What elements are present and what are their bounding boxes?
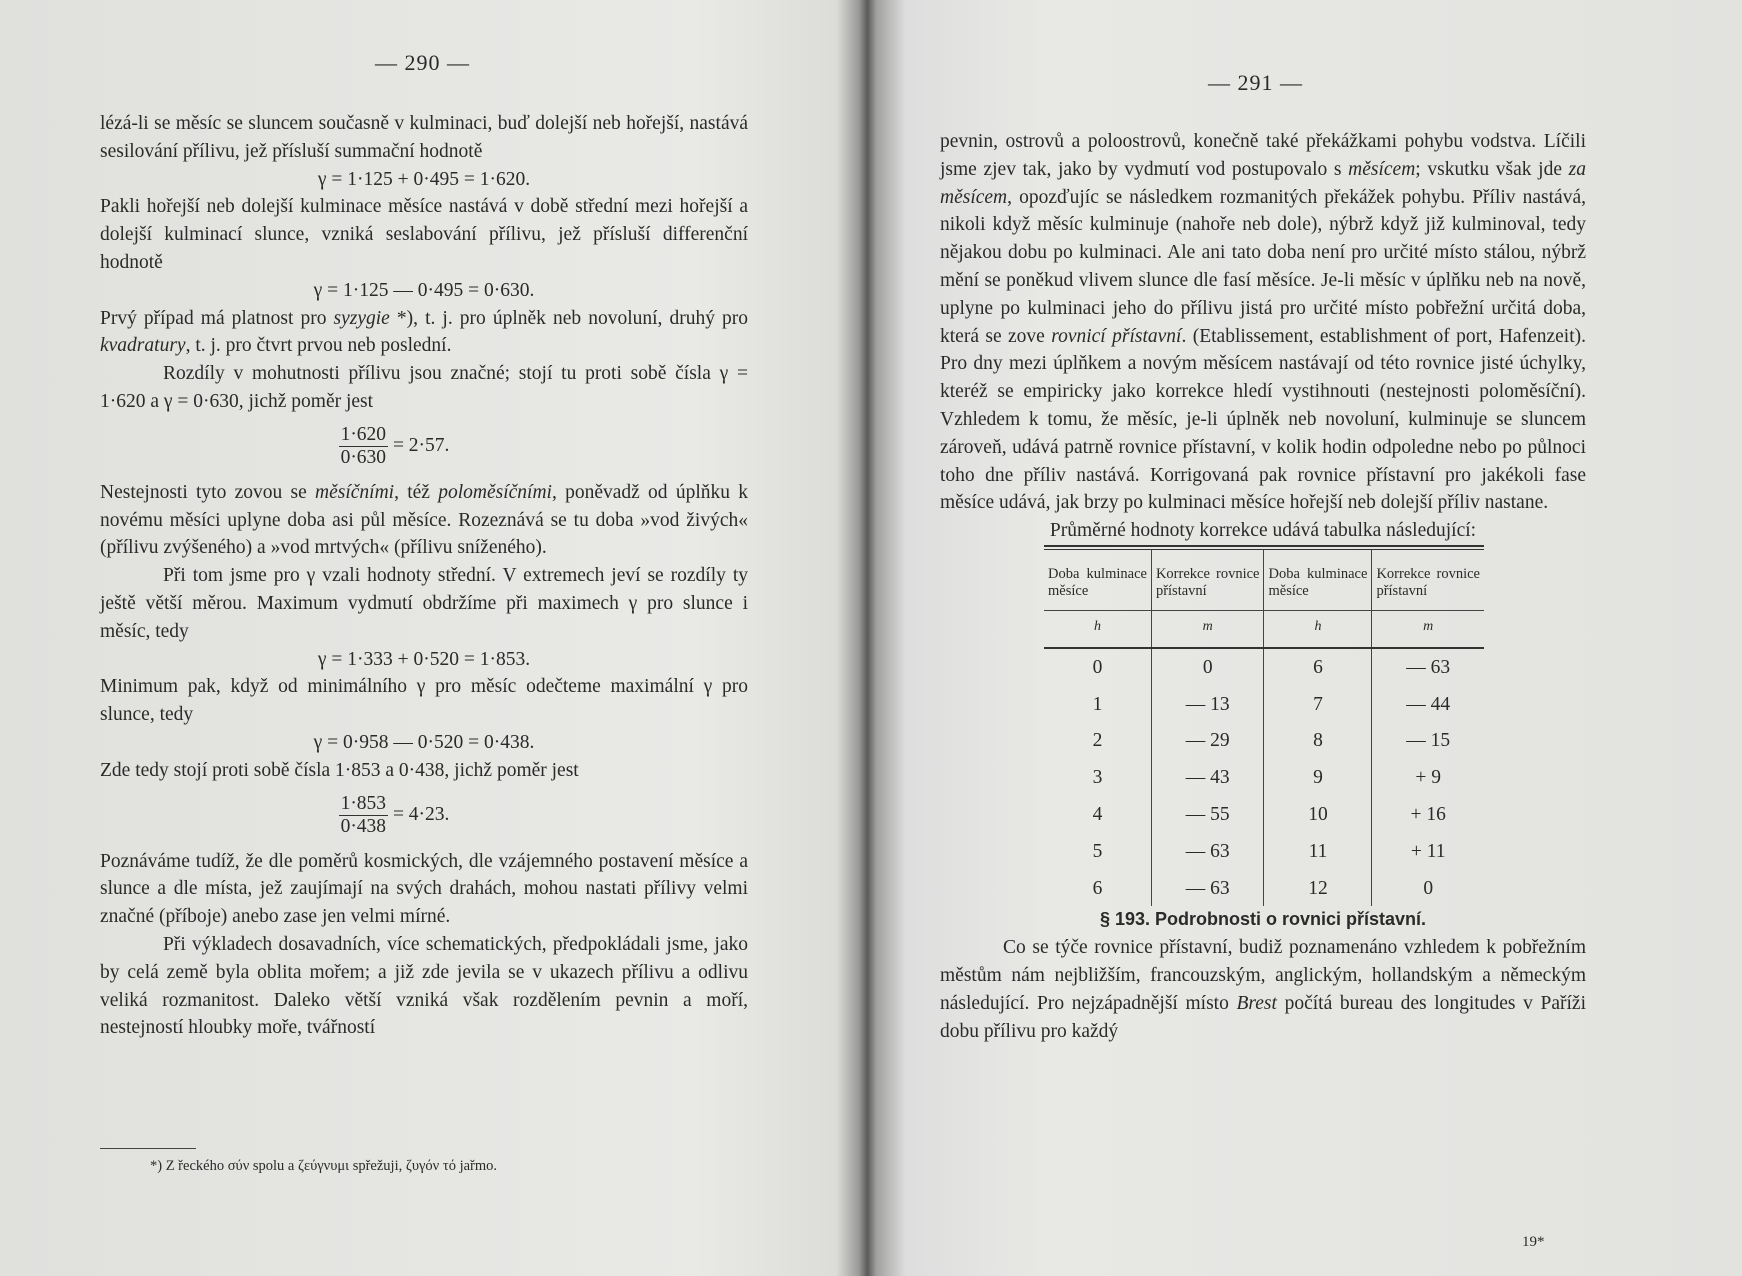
table-cell: — 55	[1151, 796, 1264, 833]
table-row	[1044, 833, 1484, 870]
footnote: *) Z řeckého σύν spolu a ζεύγνυμι spřežuji, ζυγόν τό jařmo.	[150, 1158, 498, 1174]
column-header: Doba kulminace měsíce	[1048, 565, 1147, 599]
column-header: Korrekce rovnice přístavní	[1372, 550, 1484, 611]
table-cell: 10	[1264, 796, 1372, 833]
text-run: Co se týče rovnice přístavní, budiž poznamenáno vzhledem k pobřežním městům nám nejbližším, francouzským, anglickým, hollandským a německým následující. Pro nejzápadnější místo	[940, 937, 1586, 1014]
equation: γ = 1·125 + 0·495 = 1·620.	[317, 168, 531, 190]
text-run: , též	[394, 481, 439, 503]
table-cell: 8	[1264, 722, 1372, 759]
table-cell: 4	[1092, 803, 1103, 825]
table-cell: — 29	[1151, 722, 1264, 759]
paragraph: Rozdíly v mohutnosti přílivu jsou značné; stojí tu proti sobě čísla γ = 1·620 a γ = 0·630, jichž poměr jest	[100, 363, 748, 412]
unit-cell: h	[1044, 610, 1151, 647]
text-run: pevnin, ostrovů a poloostrovů, konečně také překážkami pohybu vodstva. Líčili jsme zjev tak, jako by vydmutí vod postupovalo s	[940, 131, 1586, 180]
text-run: . (Etablissement, establishment of port, Hafenzeit). Pro dny mezi úplňkem a novým měsícem nastávají od této rovnice jisté úchylky, kteréž se empiricky jako korrekce hledí vystihnouti (nestejnosti poloměsíční). Vzhledem k tomu, že měsíc, je-li úplněk neb novoluní, kulminuje se sluncem zároveň, udává patrně rovnice přístavní, v kolik hodin odpoledne nebo po půlnoci toho dne příliv nastává. Korrigovaná pak rovnice přístavní pro jakékoli fase měsíce udává, jak brzy po kulminaci měsíce hořejší neb dolejší příliv nastane.	[940, 325, 1586, 514]
term-rovnice-pristavni: rovnicí přístavní	[1051, 325, 1182, 347]
table-cell: — 63	[1151, 870, 1264, 907]
table-cell: + 9	[1372, 759, 1484, 796]
denominator: 0·438	[340, 815, 387, 837]
table-header-row	[1044, 550, 1484, 611]
equation: γ = 1·125 — 0·495 = 0·630.	[313, 279, 535, 301]
paragraph	[100, 479, 748, 562]
table-cell: 0	[1151, 648, 1264, 686]
table-row	[1044, 722, 1484, 759]
paragraph	[940, 934, 1586, 1045]
table-cell: 12	[1264, 870, 1372, 907]
paragraph: Při výkladech dosavadních, více schematických, předpokládali jsme, jako by celá země byla oblita mořem; a již zde jevila se v ukazech přílivu a odlivu veliká rozmanitost. Daleko větší vzniká však rozdělením pevnin a moří, nestejností hloubky moře, tvářností	[100, 933, 748, 1039]
table-caption: Průměrné hodnoty korrekce udává tabulka následující:	[1049, 520, 1477, 542]
equation: γ = 1·333 + 0·520 = 1·853.	[317, 648, 531, 670]
column-header: Doba kulminace měsíce	[1264, 550, 1372, 611]
table-cell: 6	[1092, 877, 1103, 899]
term-syzygie: syzygie	[333, 307, 390, 329]
unit-cell: m	[1372, 610, 1484, 647]
table-cell: 9	[1264, 759, 1372, 796]
table-cell: — 13	[1151, 686, 1264, 723]
table-cell: + 11	[1372, 833, 1484, 870]
section-heading: § 193. Podrobnosti o rovnici přístavní.	[1099, 909, 1427, 930]
fraction-result: = 4·23.	[392, 803, 450, 825]
term-polomesicnimi: poloměsíčními	[438, 481, 552, 503]
fraction-equation	[40, 424, 748, 469]
table-top-rule	[1044, 545, 1484, 547]
numerator: 1·853	[340, 792, 387, 814]
text-run: počítá bureau des longitudes v Paříži dobu přílivu pro každý	[940, 992, 1586, 1042]
paragraph: lézá-li se měsíc se sluncem současně v kulminaci, buď dolejší neb hořejší, nastává sesilování přílivu, jež přísluší summační hodnotě	[100, 113, 748, 162]
table-cell: 6	[1264, 648, 1372, 686]
term-mesicem: měsícem	[1348, 158, 1416, 180]
numerator: 1·620	[340, 423, 387, 445]
table-cell: 11	[1264, 833, 1372, 870]
unit-cell: h	[1264, 610, 1372, 647]
paragraph: Minimum pak, když od minimálního γ pro měsíc odečteme maximální γ pro slunce, tedy	[100, 676, 748, 726]
fraction	[339, 424, 389, 469]
right-page	[862, 0, 1742, 1276]
equation: γ = 0·958 — 0·520 = 0·438.	[313, 731, 535, 753]
table-row	[1044, 648, 1484, 686]
text-run: , opozďujíc se následkem rozmanitých překážek pohybu. Příliv nastává, nikoli když měsíc kulminuje (nahoře neb dole), nýbrž když již kulminoval, tedy nějakou dobu po kulminaci. Ale ani tato doba není pro určité místo stálou, nýbrž mění se poněkud vlivem slunce dle fasí měsíce. Je-li měsíc v úplňku neb na nově, uplyne po kulminaci jeho do přílivu jistá pro určité místo pobřežní určitá doba, která se zove	[940, 186, 1586, 347]
text-run: Nestejnosti tyto zovou se	[100, 481, 316, 503]
table-cell: 0	[1092, 656, 1103, 678]
term-kvadratury: kvadratury	[100, 335, 186, 357]
table-cell: 3	[1092, 767, 1103, 789]
paragraph: Zde tedy stojí proti sobě čísla 1·853 a 0·438, jichž poměr jest	[100, 759, 579, 781]
table-cell: — 15	[1372, 722, 1484, 759]
table-cell: 2	[1092, 730, 1103, 752]
term-brest: Brest	[1236, 992, 1277, 1014]
right-text-column	[940, 128, 1586, 1045]
footnote-rule	[100, 1148, 196, 1149]
table-cell: 5	[1092, 840, 1103, 862]
page-number: — 291 —	[1208, 70, 1303, 95]
table-row	[1044, 759, 1484, 796]
left-text-column	[100, 110, 748, 1042]
unit-cell: m	[1151, 610, 1264, 647]
text-run: , poněvadž od úplňku k novému měsíci uplyne doba asi půl měsíce. Rozeznává se tu doba »vod živých« (přílivu zvýšeného) a »vod mrtvých« (přílivu sníženého).	[100, 481, 748, 559]
fraction-equation	[40, 793, 748, 838]
table-row	[1044, 796, 1484, 833]
text-run: , t. j. pro čtvrt prvou neb poslední.	[185, 335, 452, 357]
term-za-mesicem: za měsícem	[940, 158, 1587, 208]
paragraph: Při tom jsme pro γ vzali hodnoty střední. V extremech jeví se rozdíly ty ještě větší měrou. Maximum vydmutí obdržíme při maximech γ pro slunce i měsíc, tedy	[100, 565, 748, 642]
table-cell: — 63	[1372, 648, 1484, 686]
paragraph: Pakli hořejší neb dolejší kulminace měsíce nastává v době střední mezi hořejší a dolejší kulminací slunce, vzniká seslabování přílivu, jež přísluší differenční hodnotě	[100, 196, 748, 273]
left-page	[0, 0, 848, 1276]
text-run: *), t. j. pro úplněk neb novoluní, druhý pro	[389, 307, 749, 329]
text-run: Prvý případ má platnost pro	[100, 307, 334, 329]
term-mesicnimi: měsíčními	[315, 481, 395, 503]
signature-mark: 19*	[1522, 1234, 1545, 1250]
text-run: ; vskutku však jde	[1415, 158, 1569, 180]
table-row	[1044, 686, 1484, 723]
table-cell: 0	[1372, 870, 1484, 907]
denominator: 0·630	[340, 446, 387, 468]
page-number: — 290 —	[375, 50, 470, 75]
paragraph	[100, 305, 748, 361]
table-cell: — 43	[1151, 759, 1264, 796]
table-cell: — 44	[1372, 686, 1484, 723]
table-unit-row	[1044, 610, 1484, 647]
column-header: Korrekce rovnice přístavní	[1151, 550, 1264, 611]
paragraph	[940, 128, 1586, 517]
fraction	[339, 793, 389, 838]
table-cell: — 63	[1151, 833, 1264, 870]
table-cell: + 16	[1372, 796, 1484, 833]
paragraph: Poznáváme tudíž, že dle poměrů kosmických, dle vzájemného postavení měsíce a slunce a dle místa, jež zaujímají na svých drahách, mohou nastati přílivy velmi značné (příboje) anebo zase jen velmi mírné.	[100, 850, 748, 928]
table-cell: 7	[1264, 686, 1372, 723]
table-row	[1044, 870, 1484, 907]
correction-table	[1044, 550, 1484, 906]
table-cell: 1	[1092, 693, 1103, 715]
fraction-result: = 2·57.	[392, 434, 450, 456]
